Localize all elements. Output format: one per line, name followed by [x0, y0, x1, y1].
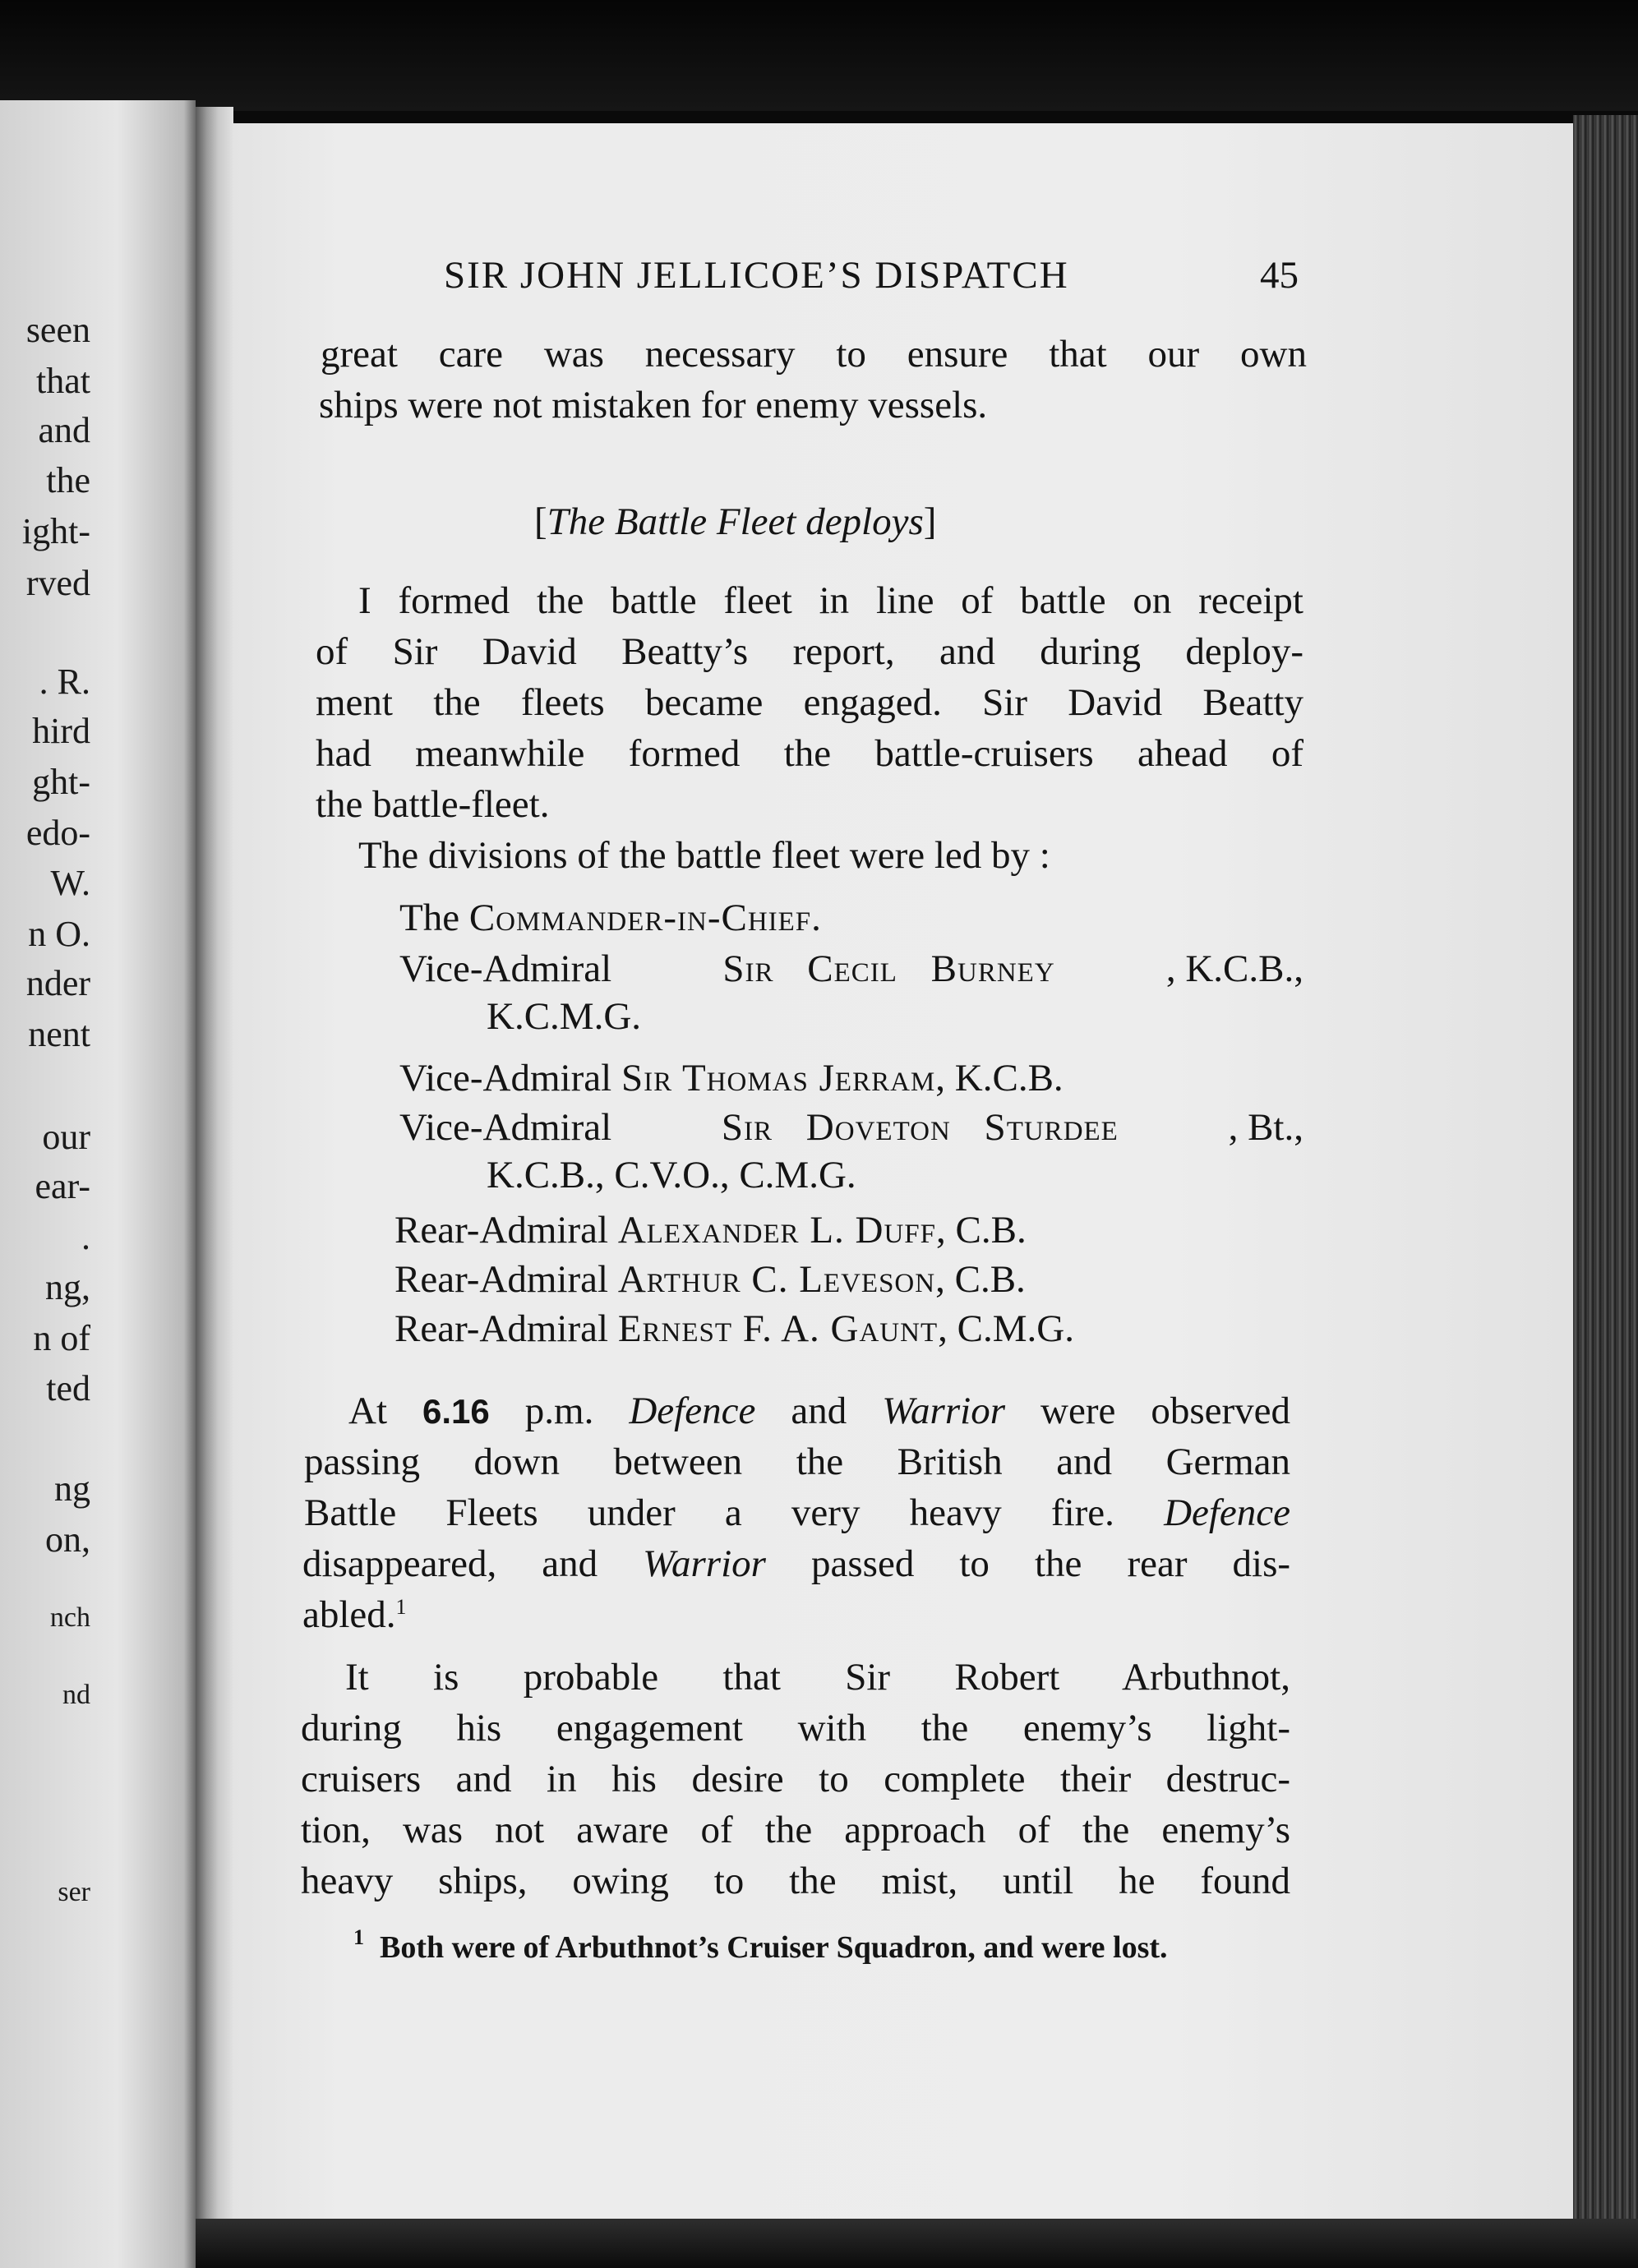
para1-line-5: the battle-fleet. [316, 783, 550, 826]
left-page-fragment: ng, [45, 1267, 90, 1307]
para2-line-3 [304, 1487, 1290, 1538]
division-5-name: Alexander L. Duff [617, 1209, 937, 1252]
division-2-name: Sir Cecil Burney [722, 947, 1055, 990]
left-page-fragment: ght- [32, 762, 90, 802]
para2-line-3b: Defence [1164, 1491, 1291, 1534]
heading-bracket-open: [ [534, 500, 547, 543]
division-7-name: Ernest F. A. Gaunt [617, 1307, 939, 1350]
division-5-honours: , C.B. [936, 1209, 1027, 1252]
division-6-honours: , C.B. [935, 1258, 1026, 1301]
para2-line-1 [348, 1385, 1290, 1437]
heading-text: The Battle Fleet deploys [547, 500, 924, 543]
running-header: SIR JOHN JELLICOE’S DISPATCH [444, 254, 1069, 297]
para3-line-3: cruisers and in his desire to complete their destruc- [301, 1758, 1290, 1800]
division-3 [399, 1056, 1064, 1100]
footnote-text: Both were of Arbuthnot’s Cruiser Squadron, and were lost. [380, 1930, 1168, 1965]
division-5 [395, 1208, 1027, 1252]
division-2-cont: K.C.M.G. [487, 995, 642, 1038]
left-page-fragment: ted [46, 1368, 90, 1408]
left-page-fragment: nent [28, 1014, 90, 1054]
left-page-fragment: seen [25, 310, 90, 350]
left-page [0, 100, 196, 2268]
division-1-end: . [811, 897, 821, 939]
para1-line-4: had meanwhile formed the battle-cruisers ahead of [316, 732, 1303, 775]
left-page-fragment: ight- [21, 511, 90, 551]
heading-bracket-close: ] [923, 500, 937, 543]
page-edge [1573, 115, 1638, 2268]
division-4-rank: Vice-Admiral [399, 1106, 612, 1149]
division-4 [399, 1105, 1303, 1150]
intro-line-1: great care was necessary to ensure that our own [321, 333, 1307, 376]
left-page-fragment: ear- [35, 1166, 90, 1206]
para2-and: and [791, 1390, 847, 1432]
division-7-rank: Rear-Admiral [395, 1307, 609, 1350]
left-page-fragment: that [36, 361, 90, 401]
book-gutter [196, 107, 233, 2268]
para2-line-4b: Warrior [643, 1542, 766, 1585]
division-6 [395, 1257, 1026, 1302]
para1-line-3: ment the fleets became engaged. Sir David Beatty [316, 681, 1303, 724]
division-3-rank: Vice-Admiral [399, 1057, 612, 1099]
division-4-cont: K.C.B., C.V.O., C.M.G. [487, 1154, 856, 1196]
para2-ship-warrior: Warrior [882, 1390, 1005, 1432]
para2-line-4 [302, 1538, 1290, 1589]
top-shadow [0, 0, 1638, 111]
footnote [353, 1925, 1168, 1966]
para2-rest-1: were observed [1040, 1390, 1291, 1432]
para2-line-2: passing down between the British and German [304, 1441, 1290, 1483]
section-heading [534, 500, 936, 544]
para2-time: 6.16 [422, 1392, 490, 1431]
left-page-fragment: on, [45, 1519, 90, 1560]
para2-line-4c: passed to the rear dis- [811, 1542, 1291, 1585]
left-page-fragment: rved [25, 563, 90, 603]
para3-line-4: tion, was not aware of the approach of the enemy’s [301, 1809, 1290, 1851]
divisions-intro: The divisions of the battle fleet were led by : [358, 834, 1050, 877]
left-page-fragment: nd [62, 1680, 90, 1710]
footnote-mark: 1 [395, 1595, 407, 1619]
left-page-fragment: . R. [39, 662, 90, 702]
division-3-name: Sir Thomas Jerram [621, 1057, 936, 1099]
para2-line-3a: Battle Fleets under a very heavy fire. [304, 1491, 1114, 1534]
para2-ship-defence: Defence [629, 1390, 756, 1432]
para2-line-4a: disappeared, and [302, 1542, 598, 1585]
division-2-rank: Vice-Admiral [399, 947, 612, 990]
left-page-fragment: . [81, 1217, 90, 1257]
bottom-shadow [196, 2219, 1638, 2268]
left-page-fragment: ser [58, 1877, 90, 1907]
para1-line-1: I formed the battle fleet in line of battle on receipt [358, 579, 1303, 622]
intro-line-2: ships were not mistaken for enemy vessels. [319, 384, 988, 426]
division-3-honours: , K.C.B. [935, 1057, 1064, 1099]
left-page-fragment: n O. [28, 914, 90, 954]
division-1 [399, 896, 821, 940]
left-page-fragment: edo- [25, 813, 90, 853]
para3-line-5: heavy ships, owing to the mist, until he found [301, 1860, 1290, 1902]
division-7-honours: , C.M.G. [938, 1307, 1074, 1350]
para2-line-5 [302, 1589, 1290, 1640]
division-4-honours: , Bt., [1228, 1106, 1303, 1149]
division-6-name: Arthur C. Leveson [617, 1258, 936, 1301]
left-page-fragment: and [38, 410, 90, 450]
left-page-fragment: the [46, 460, 90, 500]
para2-line-5-text: abled. [302, 1593, 396, 1636]
division-7 [395, 1307, 1074, 1351]
left-page-fragment: nch [49, 1602, 90, 1633]
division-2-honours: , K.C.B., [1165, 947, 1303, 990]
division-4-name: Sir Doveton Sturdee [721, 1106, 1119, 1149]
left-page-fragment: nder [25, 963, 90, 1003]
left-page-fragment: ng [54, 1468, 90, 1509]
division-2 [399, 947, 1303, 991]
para3-line-2: during his engagement with the enemy’s light- [301, 1707, 1290, 1749]
division-1-name: Commander-in-Chief [468, 897, 812, 939]
division-6-rank: Rear-Admiral [395, 1258, 609, 1301]
left-page-fragment: hird [32, 711, 90, 751]
para2-pm: p.m. [524, 1390, 594, 1432]
division-1-rank: The [399, 897, 460, 939]
page-number: 45 [1260, 254, 1299, 297]
left-page-fragment: our [42, 1117, 90, 1157]
para1-line-2: of Sir David Beatty’s report, and during deploy- [316, 630, 1303, 673]
division-5-rank: Rear-Admiral [395, 1209, 609, 1252]
para2-at: At [348, 1390, 387, 1432]
footnote-number: 1 [353, 1925, 364, 1949]
para3-line-1: It is probable that Sir Robert Arbuthnot, [345, 1656, 1290, 1699]
left-page-fragment: n of [33, 1318, 90, 1358]
left-page-fragment: W. [50, 863, 90, 903]
